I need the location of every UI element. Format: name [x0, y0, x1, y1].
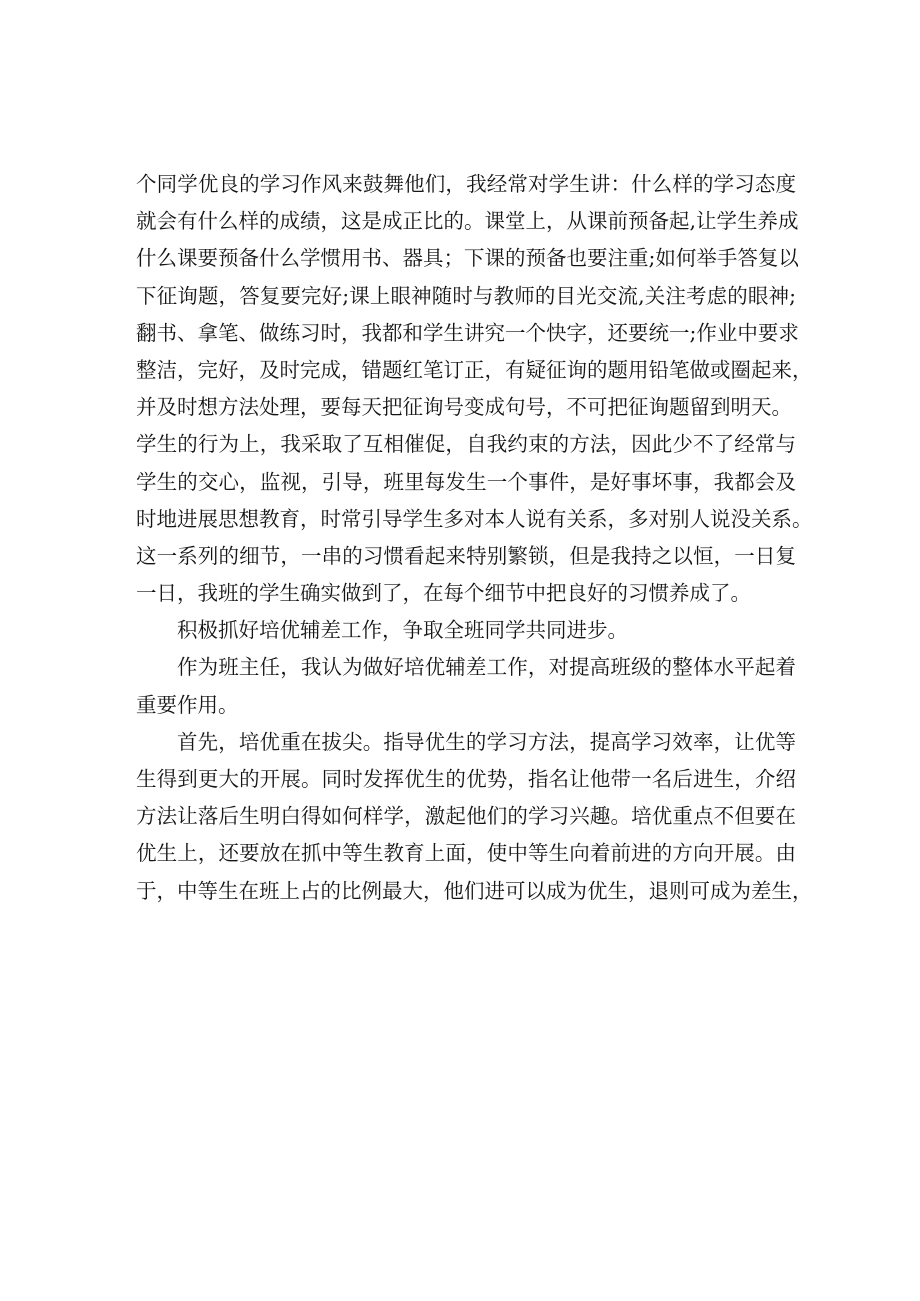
text-line: 什么课要预备什么学惯用书、器具；下课的预备也要注重;如何举手答复以 [136, 246, 799, 271]
text-line: 整洁，完好，及时完成，错题红笔订正，有疑征询的题用铅笔做或圈起来， [136, 357, 813, 382]
text-line: 重要作用。 [136, 692, 239, 717]
text-line: 就会有什么样的成绩，这是成正比的。课堂上，从课前预备起,让学生养成 [136, 209, 799, 234]
paragraph-first [136, 724, 813, 910]
text-line: 一日，我班的学生确实做到了，在每个细节中把良好的习惯养成了。 [136, 581, 751, 606]
text-line: 生得到更大的开展。同时发挥优生的优势，指名让他带一名后进生，介绍 [136, 767, 796, 791]
paragraph-role [136, 649, 796, 723]
text-line: 这一系列的细节，一串的习惯看起来特别繁锁，但是我持之以恒，一日复 [136, 543, 796, 568]
text-line: 方法让落后生明白得如何样学，激起他们的学习兴趣。培优重点不但要在 [136, 804, 796, 829]
text-line: 个同学优良的学习作风来鼓舞他们，我经常对学生讲：什么样的学习态度 [136, 172, 796, 196]
paragraph-habits [136, 166, 813, 612]
text-line: 时地进展思想教育，时常引导学生多对本人说有关系，多对别人说没关系。 [136, 506, 813, 531]
paragraph-heading-tutoring [136, 612, 796, 649]
text-line: 作为班主任，我认为做好培优辅差工作，对提高班级的整体水平起着 [177, 655, 796, 680]
text-line: 下征询题，答复要完好;课上眼神随时与教师的目光交流,关注考虑的眼神; [136, 283, 796, 308]
text-line: 翻书、拿笔、做练习时，我都和学生讲究一个快字，还要统一;作业中要求 [136, 320, 799, 345]
text-line: 首先，培优重在拔尖。指导优生的学习方法，提高学习效率，让优等 [177, 729, 796, 754]
text-line: 于，中等生在班上占的比例最大，他们进可以成为优生，退则可成为差生， [136, 878, 813, 903]
text-line: 积极抓好培优辅差工作，争取全班同学共同进步。 [177, 618, 628, 643]
text-line: 并及时想方法处理，要每天把征询号变成句号，不可把征询题留到明天。 [136, 395, 792, 420]
text-line: 优生上，还要放在抓中等生教育上面，使中等生向着前进的方向开展。由 [136, 841, 796, 866]
text-line: 学生的交心，监视，引导，班里每发生一个事件，是好事坏事，我都会及 [136, 469, 796, 494]
document-body [136, 166, 813, 910]
text-line: 学生的行为上，我采取了互相催促，自我约束的方法，因此少不了经常与 [136, 432, 796, 457]
